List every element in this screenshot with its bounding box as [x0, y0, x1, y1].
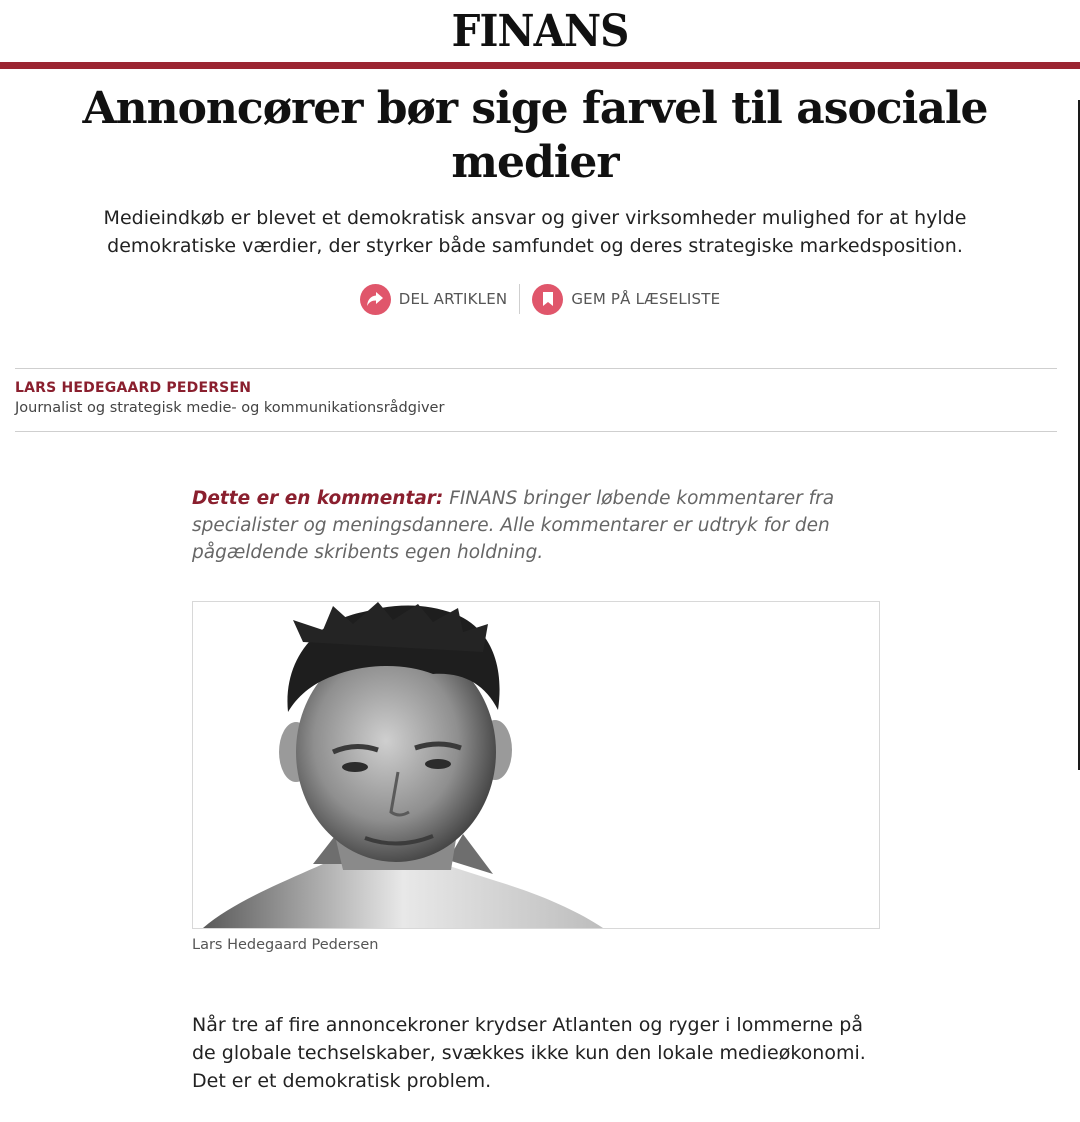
- article-body-paragraph: Når tre af fire annoncekroner krydser Atlanten og ryger i lommerne på de globale techselskaber, svækkes ikke kun den lokale medieøkonomi. Det er et demokratisk problem.: [192, 1014, 866, 1092]
- masthead: [0, 0, 1080, 62]
- share-article-button[interactable]: [360, 284, 508, 315]
- article-standfirst: Medieindkøb er blevet et demokratisk ansvar og giver virksomheder mulighed for at hylde demokratiske værdier, der styrker både samfundet og deres strategiske markedsposition.: [103, 207, 967, 257]
- finans-logo[interactable]: FINANS: [451, 6, 629, 57]
- masthead-rule: [0, 62, 1080, 69]
- save-to-reading-list-button[interactable]: [532, 284, 720, 315]
- share-article-label: DEL ARTIKLEN: [398, 290, 508, 308]
- bookmark-icon: [532, 284, 563, 315]
- author-top-divider: [15, 368, 1057, 369]
- article-headline: Annoncører bør sige farvel til asociale medier: [82, 83, 988, 188]
- author-photo[interactable]: [192, 601, 880, 929]
- comment-disclaimer-text: FINANS bringer løbende kommentarer fra specialister og meningsdannere. Alle kommentarer er udtryk for den pågældende skribents egen holdning.: [192, 488, 835, 563]
- action-divider: [519, 284, 520, 314]
- save-to-reading-list-label: GEM PÅ LÆSELISTE: [571, 290, 721, 308]
- photo-caption: Lars Hedegaard Pedersen: [192, 937, 379, 953]
- comment-disclaimer: [192, 485, 852, 566]
- author-bottom-divider: [15, 431, 1057, 432]
- author-role: Journalist og strategisk medie- og kommunikationsrådgiver: [15, 400, 445, 416]
- article-actions: [0, 283, 1080, 315]
- author-portrait-image: [193, 602, 879, 928]
- comment-disclaimer-lead: Dette er en kommentar:: [192, 488, 444, 509]
- author-name[interactable]: LARS HEDEGAARD PEDERSEN: [15, 380, 252, 396]
- share-arrow-icon: [360, 284, 391, 315]
